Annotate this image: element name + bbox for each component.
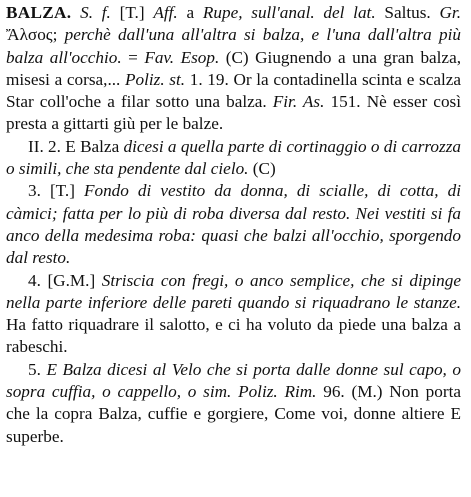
italic-run: Fav. Esop. (144, 47, 220, 67)
text-run: (C) (248, 159, 276, 179)
dictionary-entry (6, 2, 461, 448)
text-run: 4. [G.M.] (28, 270, 102, 290)
italic-run: Striscia con fregi, o anco semplice, che si dipinge nella parte inferiore delle pareti quando si riquadrano le stanze. (6, 270, 461, 312)
entry-sense-4 (6, 270, 461, 359)
italic-run: Fir. As. (272, 92, 325, 112)
italic-run: E Balza dicesi al Velo che si porta dalle donne sul capo, o sopra cuffia, o cappello, o sim. Poliz. Rim. (6, 359, 461, 402)
text-run: Saltus. (375, 3, 440, 22)
italic-run: Gr. (439, 3, 461, 22)
entry-sense-1 (6, 2, 461, 136)
text-run: 96. (M.) Non porta che la copra Balza, cuffie e gorgiere, Come voi, donne altiere E superbe. (6, 382, 461, 446)
italic-run: Fondo di vestito da donna, di scialle, di cotta, di càmici; fatta per lo più di roba diversa dal resto. Nei vestiti si fa anco della medesima roba: quasi che balzi all'occhio, sporgendo dal resto. (6, 181, 462, 268)
italic-run: dicesi a quella parte di cortinaggio o di carrozza o simili, che sta pendente dal cielo. (6, 136, 461, 179)
text-run: 1. 19. Or la contadinella scinta e scalza Star coll'oche a filar sotto una balza. (6, 69, 462, 112)
entry-sense-2 (6, 136, 461, 181)
text-run: [T.] (110, 3, 154, 22)
italic-run: Aff. (153, 3, 178, 22)
text-run: (C) Giugnendo a una gran balza, misesi a corsa,... (6, 47, 461, 89)
text-run: 5. (28, 359, 47, 379)
text-run: a (177, 3, 203, 22)
italic-run: Poliz. st. (125, 69, 186, 89)
text-run: 151. Nè esser così presta a gittarti giù per le balze. (6, 92, 461, 134)
entry-sense-5 (6, 359, 461, 448)
entry-sense-3 (6, 180, 461, 269)
italic-run: perchè dall'una all'altra si balza, e l'una dall'altra più balza all'occhio. (6, 25, 461, 67)
text-run: Ha fatto riquadrare il salotto, e ci ha voluto da piede una balza a rabeschi. (6, 315, 461, 357)
text-run (71, 3, 80, 22)
text-run: Ἄλσος; (6, 25, 65, 45)
text-run: II. 2. E Balza (28, 136, 124, 156)
italic-run: Rupe, sull'anal. del lat. (202, 3, 376, 22)
headword: BALZA. (6, 3, 72, 22)
text-run: 3. [T.] (28, 181, 84, 201)
italic-run: S. f. (80, 3, 111, 22)
text-run: = (121, 47, 145, 67)
